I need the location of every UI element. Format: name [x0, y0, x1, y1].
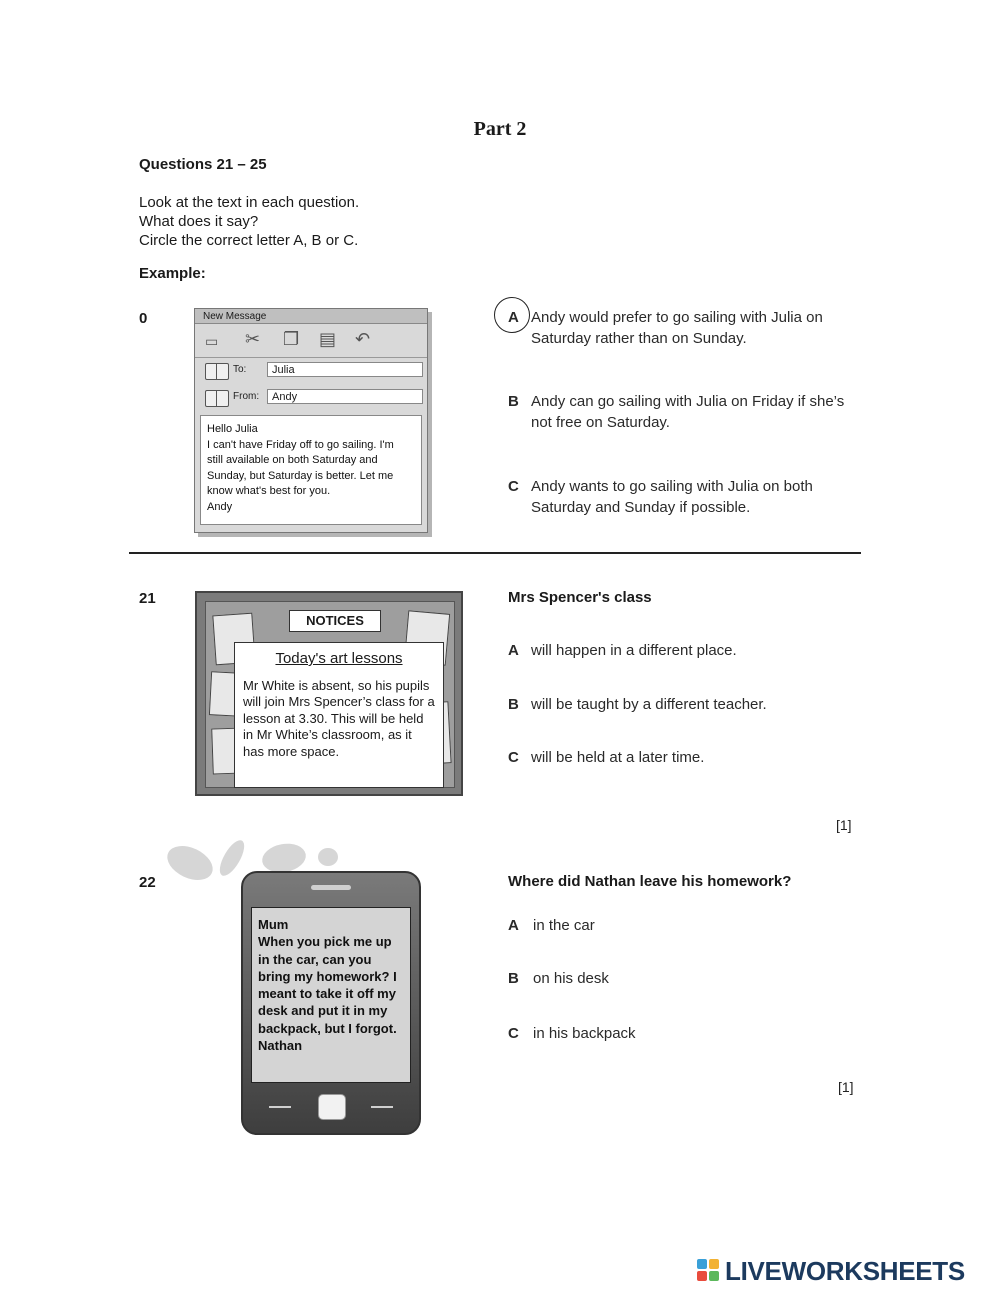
scissors-icon: ✂	[245, 329, 261, 349]
questions-range: Questions 21 – 25	[139, 156, 267, 173]
email-line: still available on both Saturday and	[207, 454, 378, 466]
option-letter: B	[508, 696, 519, 713]
address-book-icon	[205, 390, 229, 407]
from-row	[203, 388, 423, 408]
speaker-icon	[311, 885, 351, 890]
option-letter: C	[508, 478, 519, 495]
option-c[interactable]	[508, 747, 858, 769]
option-text: on his desk	[533, 970, 609, 987]
paste-icon: ▤	[319, 329, 337, 349]
mark: [1]	[836, 817, 852, 833]
option-text: Andy can go sailing with Julia on Friday if she’s not free on Saturday.	[531, 393, 845, 431]
question-number-0: 0	[139, 310, 148, 327]
address-book-icon	[205, 363, 229, 380]
home-button-icon	[318, 1094, 346, 1120]
email-line: Sunday, but Saturday is better. Let me	[207, 469, 394, 482]
option-letter: C	[508, 749, 519, 766]
option-text: Andy would prefer to go sailing with Julia on Saturday rather than on Sunday.	[531, 309, 823, 347]
option-a[interactable]	[508, 640, 858, 662]
text-message: Mum When you pick me up in the car, can you bring my homework? I meant to take it off my desk and put it in my backpack, but I forgot. Nathan	[258, 917, 397, 1054]
option-text: Andy wants to go sailing with Julia on both Saturday and Sunday if possible.	[531, 478, 813, 516]
email-line: Hello Julia	[207, 423, 258, 435]
email-line: know what's best for you.	[207, 485, 331, 497]
notice-card	[234, 642, 444, 788]
option-letter: B	[508, 393, 519, 410]
to-label: To:	[233, 364, 247, 375]
notice-title: Today's art lessons	[275, 650, 403, 667]
liveworksheets-logo	[697, 1256, 993, 1284]
to-row	[203, 361, 423, 381]
logo-text: LIVEWORKSHEETS	[725, 1256, 965, 1286]
email-window	[194, 308, 428, 533]
question-21-text: Mrs Spencer's class	[508, 589, 652, 606]
option-text: in his backpack	[533, 1025, 636, 1042]
call-key-icon	[269, 1106, 291, 1108]
email-title: New Message	[195, 309, 427, 324]
page-title: Part 2	[473, 118, 527, 140]
divider	[129, 552, 861, 554]
mobile-phone	[241, 871, 421, 1135]
question-number-22: 22	[139, 874, 156, 891]
email-toolbar	[195, 325, 427, 358]
notice-board	[195, 591, 463, 796]
option-letter: A	[508, 309, 519, 326]
notices-header: NOTICES	[289, 610, 381, 632]
from-field: Andy	[267, 389, 423, 404]
end-key-icon	[371, 1106, 393, 1108]
email-body	[200, 415, 422, 525]
question-number-21: 21	[139, 590, 156, 607]
email-line: I can't have Friday off to go sailing. I'm	[207, 438, 394, 451]
option-letter: C	[508, 1025, 519, 1042]
option-text: will be held at a later time.	[531, 749, 705, 766]
option-c[interactable]	[508, 1023, 858, 1045]
option-letter: B	[508, 970, 519, 987]
instruction-line: Look at the text in each question.	[139, 194, 360, 211]
option-text: in the car	[533, 917, 595, 934]
option-text: will be taught by a different teacher.	[531, 696, 767, 713]
option-letter: A	[508, 642, 519, 659]
email-line: Andy	[207, 500, 233, 513]
instruction-line: What does it say?	[139, 213, 259, 230]
from-label: From:	[233, 391, 260, 402]
option-text: will happen in a different place.	[531, 642, 737, 659]
undo-icon: ↶	[355, 329, 371, 349]
option-letter: A	[508, 917, 519, 934]
notice-body: Mr White is absent, so his pupils will join Mrs Spencer’s class for a lesson at 3.30. This will be held in Mr White’s classroom, as it has more space.	[243, 677, 435, 759]
option-a[interactable]	[508, 307, 858, 351]
instructions	[139, 193, 359, 250]
example-label: Example:	[139, 265, 206, 282]
to-field: Julia	[267, 362, 423, 377]
option-b[interactable]	[508, 968, 858, 990]
board-surface	[205, 601, 455, 788]
logo-squares-icon	[697, 1259, 721, 1281]
phone-screen	[251, 907, 411, 1083]
copy-icon: ❐	[283, 329, 300, 349]
question-22-text: Where did Nathan leave his homework?	[508, 873, 792, 890]
instruction-line: Circle the correct letter A, B or C.	[139, 232, 359, 249]
option-b[interactable]	[508, 391, 858, 435]
option-b[interactable]	[508, 694, 858, 716]
option-a[interactable]	[508, 915, 858, 937]
mark: [1]	[838, 1079, 854, 1095]
option-c[interactable]	[508, 476, 858, 520]
send-icon: ▭	[205, 333, 219, 349]
